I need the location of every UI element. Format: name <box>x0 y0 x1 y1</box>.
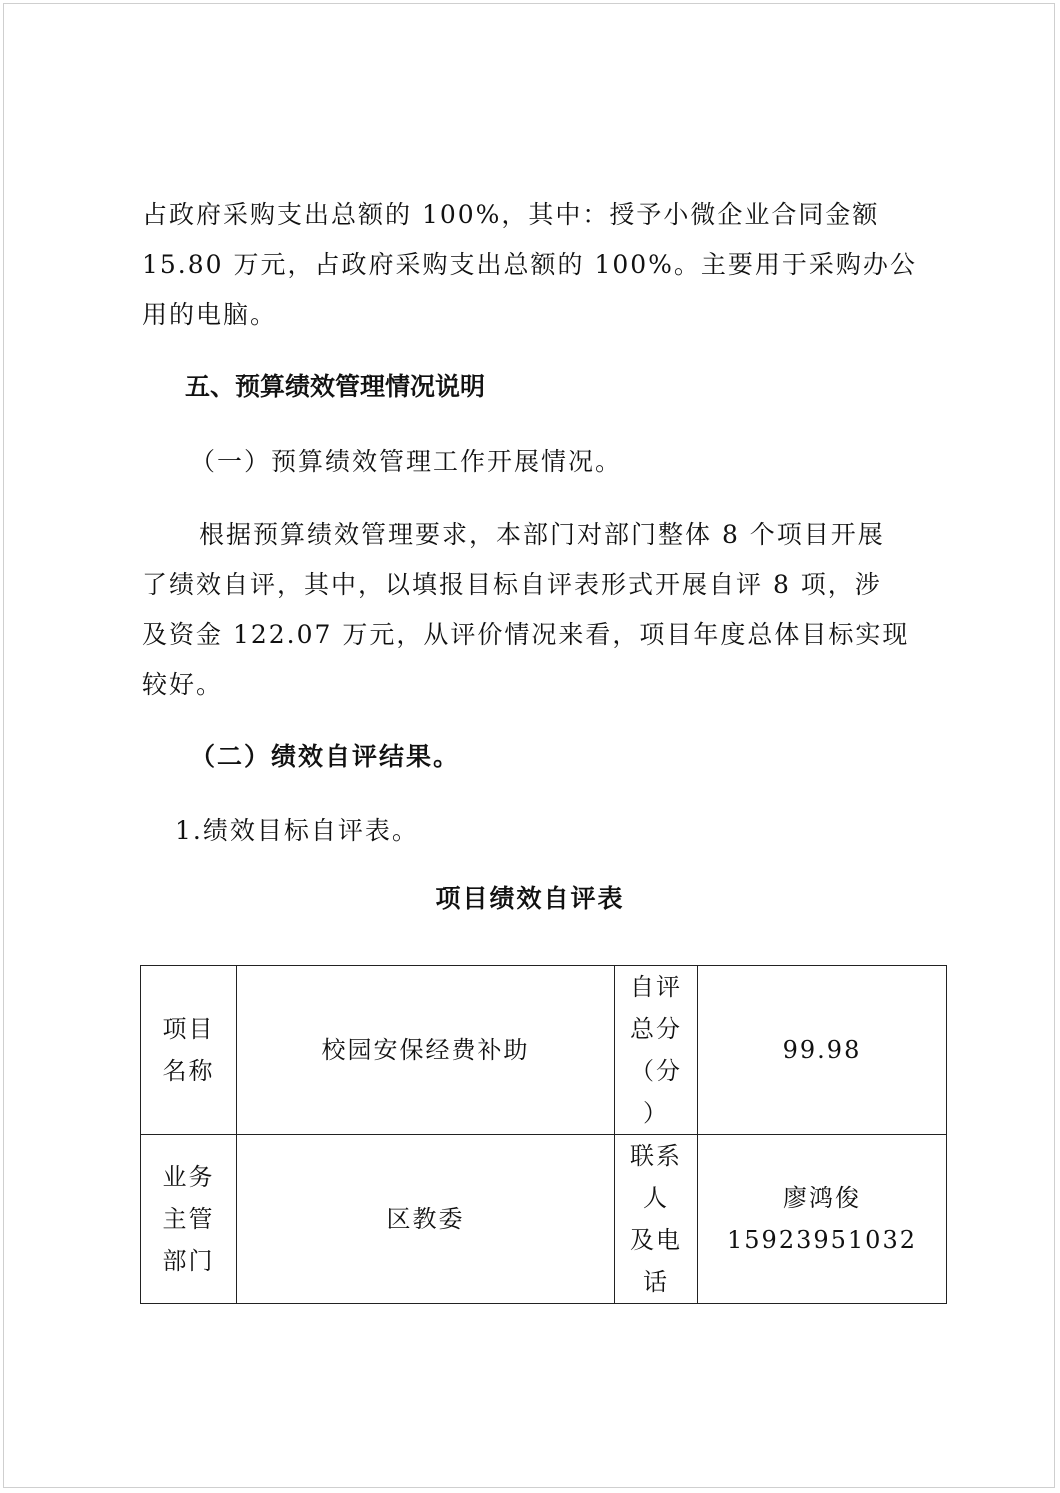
contact-phone: 15923951032 <box>727 1226 917 1254</box>
department-label-cell <box>141 1135 237 1304</box>
paragraph2-line3: 及资金 122.07 万元，从评价情况来看，项目年度总体目标实现 <box>142 620 910 649</box>
department-value-cell <box>237 1135 615 1304</box>
project-name-label-line: 项目 <box>162 1015 215 1043</box>
section5-heading: 五、预算绩效管理情况说明 <box>185 372 486 401</box>
table-row <box>141 1135 947 1304</box>
contact-label-line: 联系 <box>630 1142 682 1170</box>
contact-value-cell <box>698 1135 947 1304</box>
project-name-label-line: 名称 <box>162 1057 215 1085</box>
department-label-line: 部门 <box>162 1247 215 1275</box>
paragraph2-line2: 了绩效自评，其中，以填报目标自评表形式开展自评 8 项，涉 <box>142 570 882 599</box>
project-name-value: 校园安保经费补助 <box>321 1036 530 1064</box>
self-score-value-cell <box>698 966 947 1135</box>
paragraph2-line4: 较好。 <box>142 670 224 699</box>
department-label-line: 业务 <box>162 1163 215 1191</box>
project-name-value-cell <box>237 966 615 1135</box>
paragraph2-line1: 根据预算绩效管理要求，本部门对部门整体 8 个项目开展 <box>199 520 885 549</box>
self-score-label-line: 总分 <box>630 1015 682 1043</box>
contact-name: 廖鸿俊 <box>783 1184 861 1212</box>
contact-label-line: 话 <box>643 1268 669 1296</box>
table-row <box>141 966 947 1135</box>
item1-label: 1.绩效目标自评表。 <box>175 816 419 845</box>
department-label-line: 主管 <box>162 1205 215 1233</box>
contact-label-line: 人 <box>643 1184 669 1212</box>
self-score-label-cell <box>615 966 698 1135</box>
paragraph1-line1: 占政府采购支出总额的 100%，其中：授予小微企业合同金额 <box>142 200 880 229</box>
contact-label-line: 及电 <box>630 1226 682 1254</box>
project-name-label-cell <box>141 966 237 1135</box>
self-score-value: 99.98 <box>782 1036 862 1064</box>
self-score-label-line: （分 <box>630 1057 682 1085</box>
table-title: 项目绩效自评表 <box>435 884 625 913</box>
paragraph1-line2: 15.80 万元，占政府采购支出总额的 100%。主要用于采购办公 <box>142 250 917 279</box>
paragraph1-line3: 用的电脑。 <box>142 300 278 329</box>
sub1-heading: （一）预算绩效管理工作开展情况。 <box>190 447 623 476</box>
department-value: 区教委 <box>386 1205 465 1233</box>
sub2-heading: （二）绩效自评结果。 <box>190 742 461 771</box>
contact-label-cell <box>615 1135 698 1304</box>
evaluation-table <box>140 965 947 1304</box>
self-score-label-line: 自评 <box>630 973 682 1001</box>
self-score-label-line: ） <box>643 1099 669 1127</box>
